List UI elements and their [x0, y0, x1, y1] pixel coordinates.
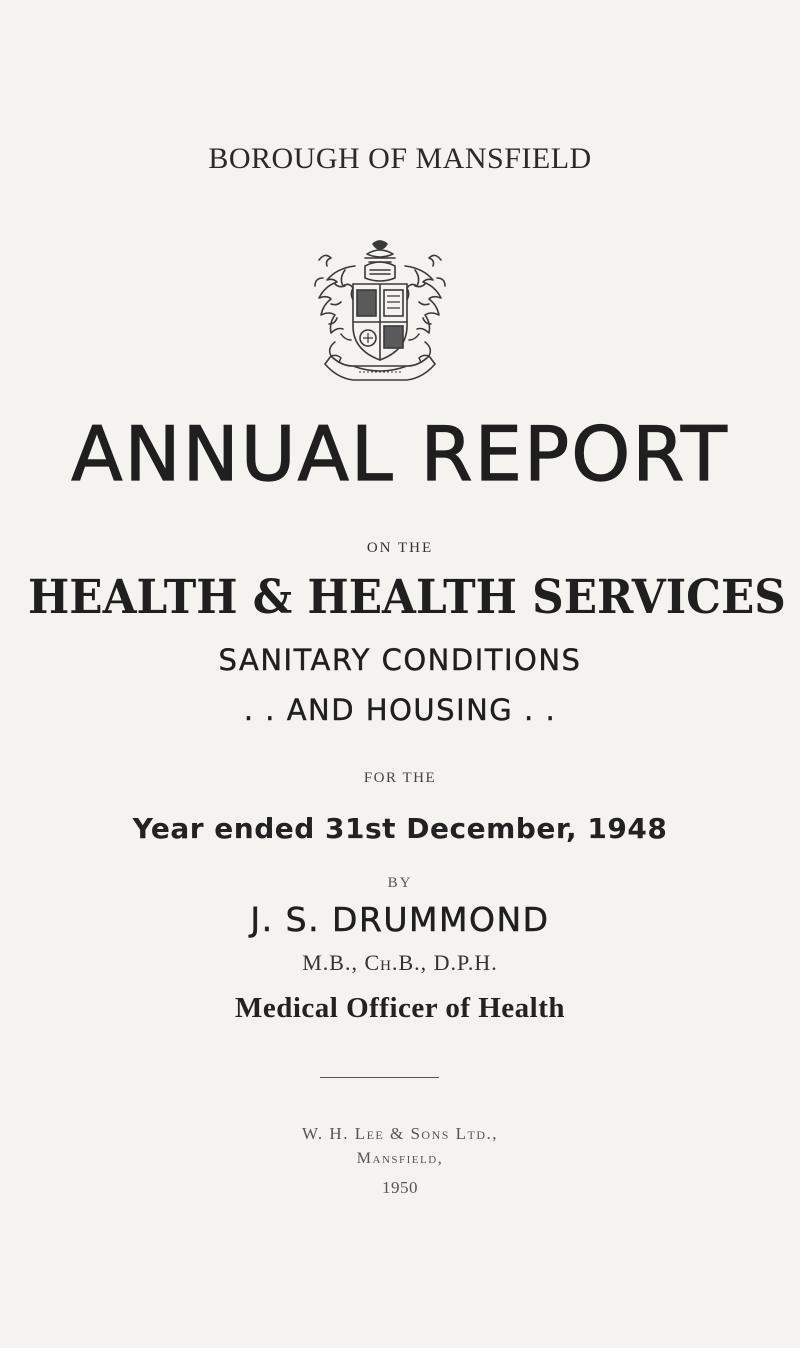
subject-heading-housing: . . AND HOUSING . . — [243, 693, 557, 727]
publication-year: 1950 — [382, 1178, 418, 1197]
author-position: Medical Officer of Health — [234, 992, 566, 1024]
divider-rule — [320, 1077, 439, 1078]
subject-heading-health: HEALTH & HEALTH SERVICES — [28, 570, 786, 625]
printer-name — [0, 1124, 800, 1144]
printer-place-text: Mansfield, — [356, 1150, 444, 1167]
printer-place — [0, 1150, 800, 1168]
author-name: J. S. DRUMMOND — [250, 900, 550, 939]
subject-heading-sanitary: SANITARY CONDITIONS — [218, 643, 582, 677]
coat-of-arms-icon — [295, 238, 465, 388]
author-qualifications-text: M.B., Ch.B., D.P.H. — [302, 950, 498, 975]
printer-name-text: W. H. Lee & Sons Ltd., — [301, 1124, 499, 1143]
author-qualifications — [0, 950, 800, 976]
borough-heading: BOROUGH OF MANSFIELD — [208, 142, 592, 175]
on-the-label: ON THE — [366, 540, 434, 556]
for-the-label: FOR THE — [363, 770, 437, 786]
report-title: ANNUAL REPORT — [71, 410, 729, 498]
report-period: Year ended 31st December, 1948 — [132, 812, 668, 845]
by-label: BY — [387, 875, 413, 891]
